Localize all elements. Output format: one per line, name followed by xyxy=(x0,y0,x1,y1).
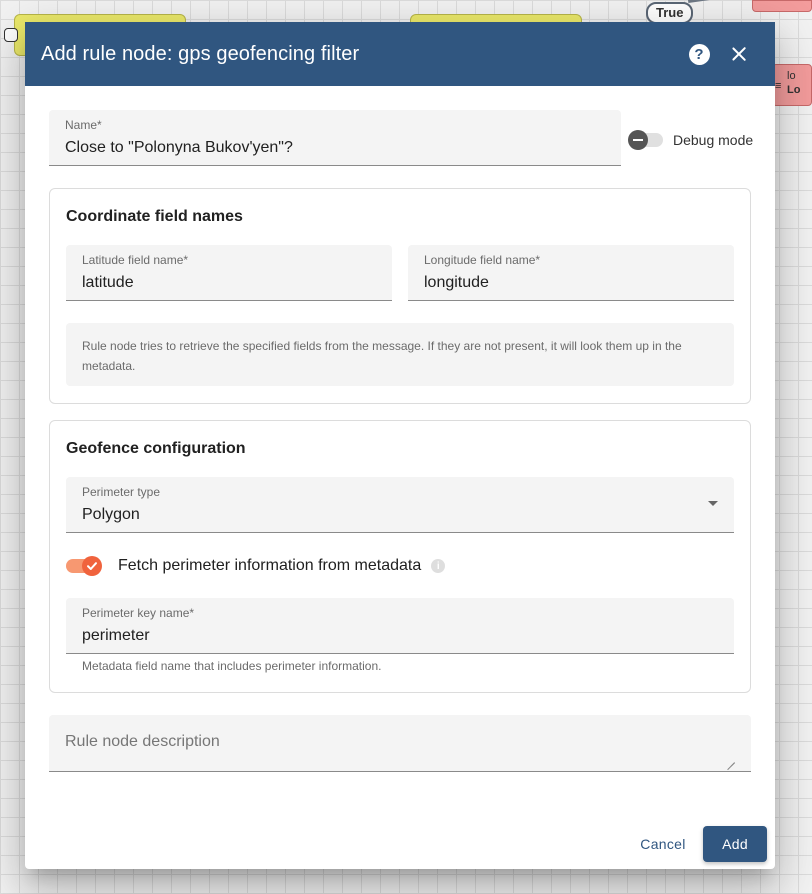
latitude-field[interactable] xyxy=(66,245,392,301)
dropdown-arrow-icon xyxy=(708,501,718,506)
canvas-node-port xyxy=(4,28,18,42)
add-button[interactable]: Add xyxy=(703,826,767,862)
description-placeholder: Rule node description xyxy=(65,733,220,750)
toggle-off-icon xyxy=(628,130,648,150)
latitude-field-label: Latitude field name* xyxy=(82,253,189,267)
name-field-label: Name* xyxy=(65,118,102,132)
dialog-header xyxy=(25,22,775,86)
coordinate-fields-section xyxy=(49,188,751,404)
name-field-value[interactable]: Close to "Polonyna Bukov'yen"? xyxy=(65,139,293,156)
close-button[interactable] xyxy=(719,34,759,74)
perimeter-key-value[interactable]: perimeter xyxy=(82,627,150,644)
toggle-switch[interactable] xyxy=(629,133,663,147)
check-icon xyxy=(82,556,102,576)
longitude-field-value[interactable]: longitude xyxy=(424,274,489,291)
perimeter-key-label: Perimeter key name* xyxy=(82,606,195,620)
menu-icon: ≡ xyxy=(775,80,782,92)
fetch-perimeter-label: Fetch perimeter information from metadata xyxy=(118,557,422,574)
fetch-perimeter-toggle[interactable] xyxy=(66,557,445,575)
geofence-section-title: Geofence configuration xyxy=(66,440,246,457)
canvas-node xyxy=(752,0,812,12)
rule-node-description-field[interactable] xyxy=(49,715,751,772)
perimeter-key-field[interactable] xyxy=(66,598,734,654)
help-icon: ? xyxy=(689,44,710,65)
toggle-switch[interactable] xyxy=(66,559,102,573)
name-field[interactable] xyxy=(49,110,621,166)
latitude-field-value[interactable]: latitude xyxy=(82,274,134,291)
canvas-node-label: lo xyxy=(787,70,796,82)
debug-mode-toggle[interactable] xyxy=(629,132,753,148)
canvas-connection-label: True xyxy=(646,2,693,24)
add-rule-node-dialog xyxy=(25,22,775,869)
cancel-button[interactable]: Cancel xyxy=(640,836,686,852)
coordinate-hint: Rule node tries to retrieve the specified fields from the message. If they are not present, it will look them up in the metadata. xyxy=(66,323,734,386)
coordinate-section-title: Coordinate field names xyxy=(66,208,243,225)
perimeter-type-select[interactable] xyxy=(66,477,734,533)
info-icon[interactable]: i xyxy=(431,559,445,573)
perimeter-key-hint: Metadata field name that includes perimeter information. xyxy=(82,659,382,673)
canvas-node xyxy=(772,64,812,106)
close-icon xyxy=(732,47,746,61)
help-button[interactable] xyxy=(679,34,719,74)
perimeter-type-value: Polygon xyxy=(82,506,140,523)
resize-handle-icon[interactable] xyxy=(727,755,735,763)
geofence-configuration-section xyxy=(49,420,751,693)
canvas-node-label: Lo xyxy=(787,84,801,96)
longitude-field[interactable] xyxy=(408,245,734,301)
debug-mode-label: Debug mode xyxy=(673,132,754,148)
dialog-title: Add rule node: gps geofencing filter xyxy=(41,42,360,65)
perimeter-type-label: Perimeter type xyxy=(82,485,161,499)
canvas-connection-line xyxy=(688,0,759,14)
longitude-field-label: Longitude field name* xyxy=(424,253,541,267)
